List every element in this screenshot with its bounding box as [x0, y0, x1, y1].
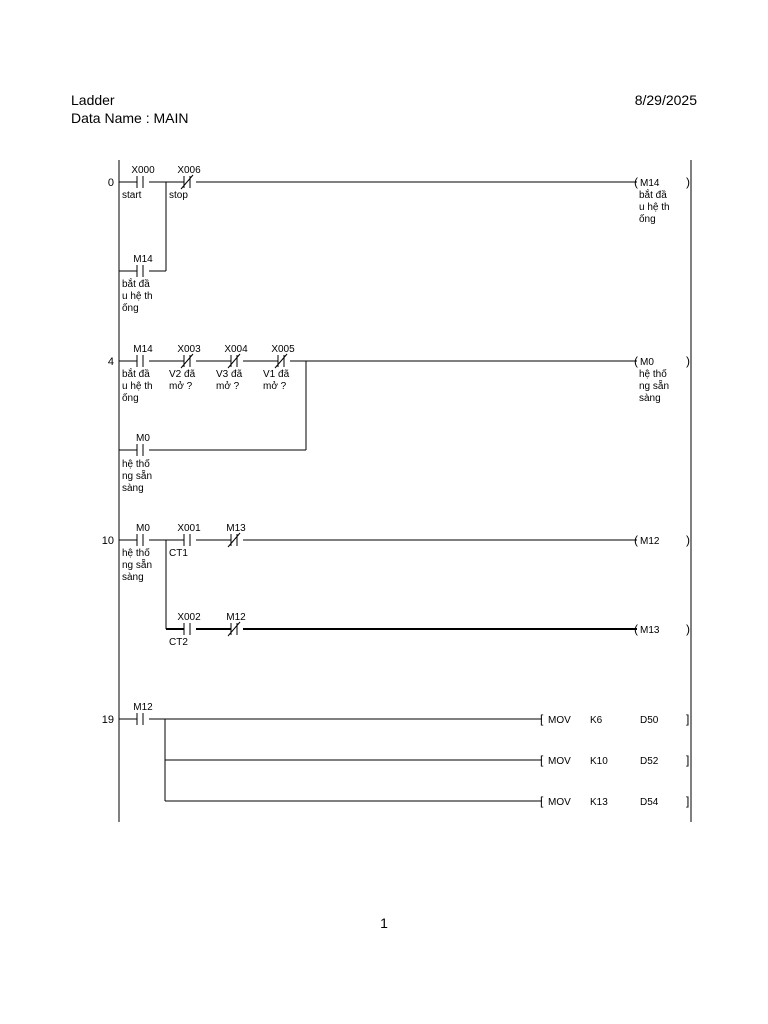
contact-comment: ống — [122, 393, 139, 404]
contact-comment: sàng — [122, 572, 144, 583]
contact-comment: u hệ th — [122, 381, 153, 392]
coil-open: ( — [634, 622, 638, 636]
header-title: Ladder — [71, 92, 115, 108]
rung-10 — [102, 523, 690, 648]
coil-comment: hệ thố — [639, 369, 667, 380]
contact-device: X000 — [131, 165, 155, 176]
contact-comment: u hệ th — [122, 291, 153, 302]
contact-comment: V1 đã — [263, 369, 290, 380]
contact-comment: CT2 — [169, 637, 188, 648]
contact-comment: CT1 — [169, 548, 188, 559]
instruction-close-bracket: ] — [686, 794, 690, 808]
contact-comment: ng sẵn — [122, 471, 153, 482]
contact-comment: hệ thố — [122, 548, 150, 559]
coil-comment: sàng — [639, 393, 661, 404]
contact-device: X005 — [271, 344, 295, 355]
contact-device: X001 — [177, 523, 201, 534]
instruction-open-bracket: [ — [540, 794, 544, 808]
step-number: 19 — [101, 714, 114, 726]
header-date: 8/29/2025 — [634, 92, 697, 108]
coil-device: M12 — [640, 536, 660, 547]
coil-open: ( — [634, 354, 638, 368]
contact-device: M0 — [136, 523, 150, 534]
contact-no — [137, 265, 143, 277]
coil-close: ) — [686, 354, 690, 368]
instruction-dst: D50 — [640, 715, 659, 726]
contact-no — [184, 623, 190, 635]
step-number: 10 — [101, 535, 114, 547]
contact-no — [137, 176, 143, 188]
contact-comment: V2 đã — [169, 369, 196, 380]
coil-comment: u hệ th — [639, 202, 670, 213]
coil-device: M0 — [640, 357, 654, 368]
contact-no — [137, 444, 143, 456]
instruction-src: K10 — [590, 756, 608, 767]
contact-device: M14 — [133, 344, 153, 355]
page-number: 1 — [380, 915, 388, 931]
rung-0 — [108, 165, 690, 314]
header-data-name: Data Name : MAIN — [71, 110, 189, 126]
contact-comment: V3 đã — [216, 369, 243, 380]
coil-comment: bắt đầ — [639, 190, 667, 201]
contact-comment: bắt đầ — [122, 369, 150, 380]
coil-open: ( — [634, 533, 638, 547]
contact-comment: mở ? — [169, 381, 193, 392]
contact-comment: mở ? — [216, 381, 240, 392]
coil-close: ) — [686, 533, 690, 547]
contact-device: M13 — [226, 523, 246, 534]
step-number: 4 — [107, 356, 114, 368]
contact-comment: ng sẵn — [122, 560, 153, 571]
instruction-dst: D52 — [640, 756, 659, 767]
contact-device: X002 — [177, 612, 201, 623]
coil-open: ( — [634, 175, 638, 189]
contact-no — [137, 534, 143, 546]
coil-close: ) — [686, 622, 690, 636]
rung-4 — [108, 344, 690, 494]
coil-close: ) — [686, 175, 690, 189]
coil-comment: ng sẵn — [639, 381, 670, 392]
contact-comment: start — [122, 190, 142, 201]
contact-comment: hệ thố — [122, 459, 150, 470]
instruction-close-bracket: ] — [686, 753, 690, 767]
coil-comment: ống — [639, 214, 656, 225]
step-number: 0 — [107, 177, 114, 189]
instruction-open-bracket: [ — [540, 712, 544, 726]
contact-comment: bắt đầ — [122, 279, 150, 290]
instruction-op: MOV — [548, 797, 571, 808]
contact-device: X004 — [224, 344, 248, 355]
contact-device: M12 — [226, 612, 246, 623]
coil-device: M13 — [640, 625, 660, 636]
contact-device: M12 — [133, 702, 153, 713]
instruction-op: MOV — [548, 715, 571, 726]
instruction-op: MOV — [548, 756, 571, 767]
contact-device: M0 — [136, 433, 150, 444]
contact-device: X003 — [177, 344, 201, 355]
contact-device: M14 — [133, 254, 153, 265]
instruction-dst: D54 — [640, 797, 659, 808]
instruction-src: K6 — [590, 715, 603, 726]
contact-comment: sàng — [122, 483, 144, 494]
coil-device: M14 — [640, 178, 660, 189]
contact-device: X006 — [177, 165, 201, 176]
contact-comment: ống — [122, 303, 139, 314]
contact-no — [137, 713, 143, 725]
rung-19 — [102, 702, 690, 808]
contact-comment: mở ? — [263, 381, 287, 392]
instruction-close-bracket: ] — [686, 712, 690, 726]
instruction-open-bracket: [ — [540, 753, 544, 767]
contact-no — [137, 355, 143, 367]
contact-no — [184, 534, 190, 546]
instruction-src: K13 — [590, 797, 608, 808]
contact-comment: stop — [169, 190, 188, 201]
